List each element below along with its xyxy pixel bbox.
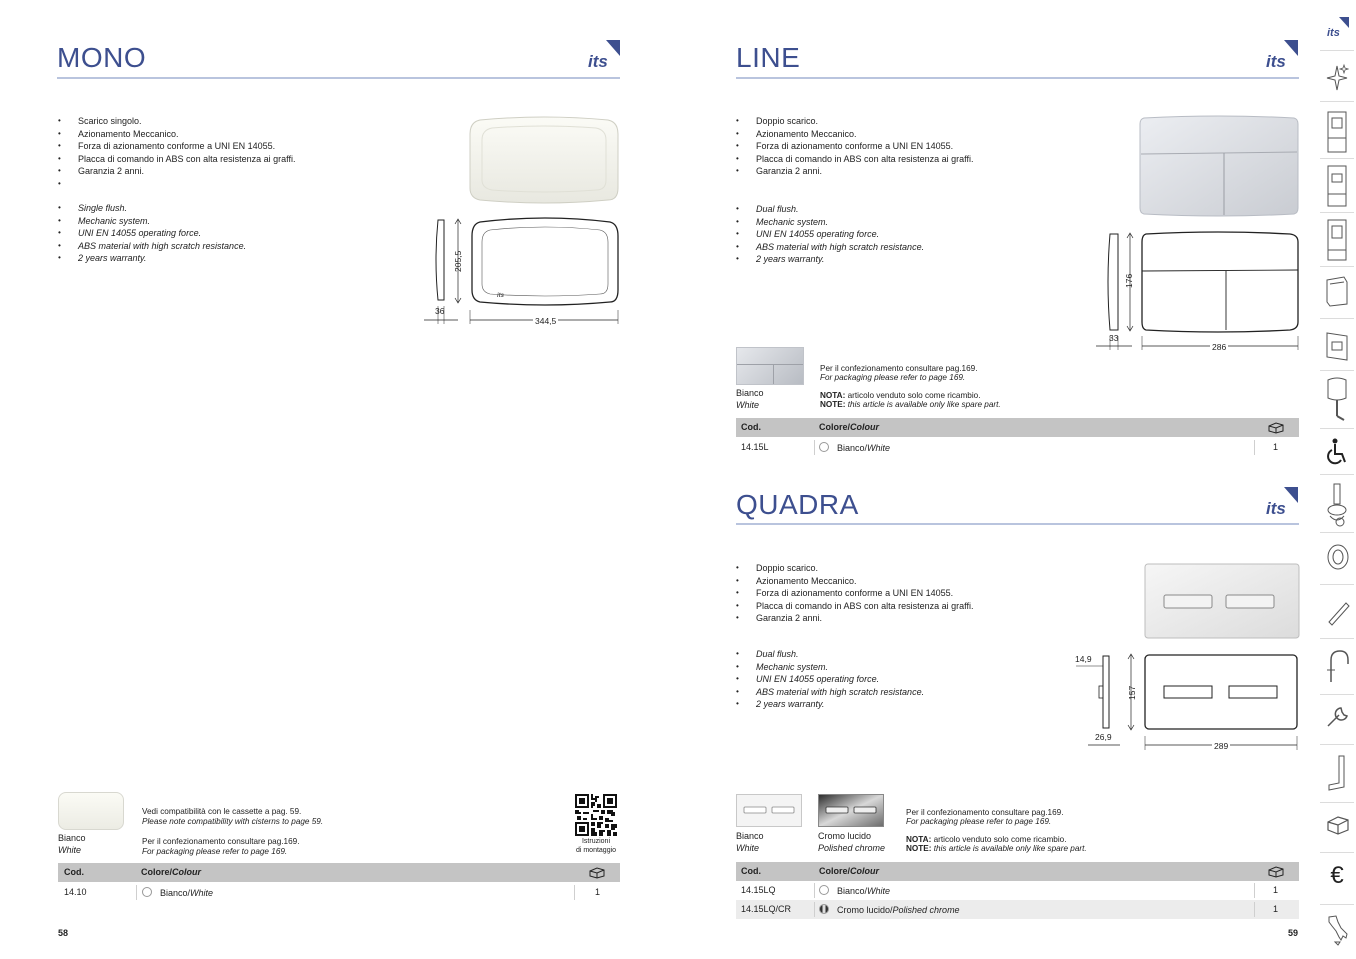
quadra-chrome-swatch <box>818 794 884 827</box>
feature-item: • Placca di comando in ABS con alta resistenza ai graffi. <box>58 153 295 166</box>
feature-item: • ABS material with high scratch resistance. <box>736 241 924 254</box>
quadra-dim-top-depth: 14,9 <box>1075 654 1092 664</box>
feature-item <box>58 178 295 191</box>
packaging-note-it: Per il confezionamento consultare pag.169. <box>142 837 300 846</box>
mono-title-rule <box>57 77 620 79</box>
feature-item: • Dual flush. <box>736 648 924 661</box>
frame-icon[interactable] <box>1326 164 1348 208</box>
swatch-label-it: Cromo lucido <box>818 831 872 841</box>
line-title-rule <box>736 77 1299 79</box>
ceramic-cistern-icon[interactable] <box>1326 376 1348 422</box>
mono-technical-drawing <box>420 212 625 332</box>
feature-item: • Doppio scarico. <box>736 562 973 575</box>
quadra-white-swatch <box>736 794 802 827</box>
mono-dim-width: 344,5 <box>535 316 557 326</box>
page-number-left: 58 <box>58 928 69 938</box>
feature-item: • Mechanic system. <box>736 216 924 229</box>
plate-icon[interactable] <box>1326 16 1350 38</box>
swatch-label-it: Bianco <box>736 388 764 398</box>
quadra-dim-width: 289 <box>1214 741 1229 751</box>
compat-note-en: Please note compatibility with cisterns to page 59. <box>142 817 324 826</box>
sparkle-icon[interactable] <box>1325 62 1349 94</box>
category-sidebar <box>1318 0 1356 959</box>
feature-item: • Garanzia 2 anni. <box>58 165 295 178</box>
feature-item: • ABS material with high scratch resistance. <box>58 240 246 253</box>
swatch-label-en: White <box>736 843 760 853</box>
feature-item: • Mechanic system. <box>58 215 246 228</box>
packaging-note-it: Per il confezionamento consultare pag.169. <box>820 364 978 373</box>
feature-item: • 2 years warranty. <box>736 253 924 266</box>
feature-item: • Single flush. <box>58 202 246 215</box>
feature-item: • Forza di azionamento conforme a UNI EN 14055. <box>736 587 973 600</box>
feature-item: • 2 years warranty. <box>736 698 924 711</box>
package-icon <box>1267 865 1285 878</box>
quadra-features-en <box>736 648 924 711</box>
spare-note-it: NOTA: articolo venduto solo come ricambio. <box>906 835 1067 844</box>
table-row: 14.10 Bianco/White 1 <box>64 887 601 898</box>
quadra-features-it <box>736 562 973 625</box>
mono-table-header: Cod. Colore/Colour <box>58 863 620 882</box>
feature-item: • Garanzia 2 anni. <box>736 612 973 625</box>
feature-item: • 2 years warranty. <box>58 252 246 265</box>
quadra-dim-height: 157 <box>1127 685 1137 700</box>
line-dim-depth: 33 <box>1109 333 1119 343</box>
quadra-table-header: Cod. Colore/Colour <box>736 862 1299 881</box>
line-features-en <box>736 203 924 266</box>
swatch-label-en: White <box>58 845 82 855</box>
swatch-label-en: White <box>736 400 760 410</box>
packaging-note-en: For packaging please refer to page 169. <box>142 847 288 856</box>
svg-text:its: its <box>588 52 608 70</box>
feature-item: • Forza di azionamento conforme a UNI EN 14055. <box>58 140 295 153</box>
line-product-photo <box>1138 114 1300 218</box>
svg-text:its: its <box>497 293 505 299</box>
feature-item: • Doppio scarico. <box>736 115 973 128</box>
svg-text:its: its <box>1266 499 1286 517</box>
spare-note-en: NOTE: this article is available only like spare part. <box>820 400 1001 409</box>
feature-item: • Azionamento Meccanico. <box>58 128 295 141</box>
feature-item: • Garanzia 2 anni. <box>736 165 973 178</box>
its-logo <box>1264 38 1300 70</box>
page-number-right: 59 <box>1288 928 1299 938</box>
feature-item: • Placca di comando in ABS con alta resistenza ai graffi. <box>736 153 973 166</box>
svg-text:its: its <box>1327 27 1340 38</box>
line-dim-height: 176 <box>1124 273 1134 288</box>
swatch-label-en: Polished chrome <box>818 843 886 853</box>
valve-icon[interactable] <box>1326 482 1350 528</box>
spare-note-en: NOTE: this article is available only like spare part. <box>906 844 1087 853</box>
quadra-dim-bottom-depth: 26,9 <box>1095 732 1112 742</box>
italy-icon[interactable] <box>1326 914 1350 946</box>
feature-item: • Scarico singolo. <box>58 115 295 128</box>
wheelchair-icon[interactable] <box>1326 438 1348 466</box>
feature-item: • Mechanic system. <box>736 661 924 674</box>
line-table-header: Cod. Colore/Colour <box>736 418 1299 437</box>
mono-features-en <box>58 202 246 265</box>
line-title: LINE <box>736 42 801 73</box>
package-icon <box>588 866 606 879</box>
feature-item: • Azionamento Meccanico. <box>736 128 973 141</box>
line-technical-drawing <box>1096 228 1302 354</box>
box-icon[interactable] <box>1325 814 1351 836</box>
frame-icon[interactable] <box>1326 218 1348 262</box>
feature-item: • UNI EN 14055 operating force. <box>736 228 924 241</box>
feature-item: • UNI EN 14055 operating force. <box>736 673 924 686</box>
line-dim-width: 286 <box>1212 342 1227 352</box>
feature-item: • UNI EN 14055 operating force. <box>58 227 246 240</box>
line-features-it <box>736 115 973 178</box>
bend-pipe-icon[interactable] <box>1327 754 1347 792</box>
euro-icon[interactable]: € <box>1330 862 1344 889</box>
mono-white-swatch <box>58 792 124 830</box>
mono-dim-height: 205,5 <box>453 250 463 272</box>
gasket-icon[interactable] <box>1326 542 1350 572</box>
wrench-icon[interactable] <box>1325 704 1351 732</box>
packaging-note-en: For packaging please refer to page 169. <box>820 373 966 382</box>
its-logo <box>586 38 622 70</box>
table-row: 14.15LQ Bianco/White 1 <box>741 885 1279 896</box>
packaging-note-en: For packaging please refer to page 169. <box>906 817 1052 826</box>
quadra-title-rule <box>736 523 1299 525</box>
svg-text:its: its <box>1266 52 1286 70</box>
feature-item: • ABS material with high scratch resistance. <box>736 686 924 699</box>
feature-item: • Forza di azionamento conforme a UNI EN 14055. <box>736 140 973 153</box>
compat-note-it: Vedi compatibilità con le cassette a pag. 59. <box>142 807 302 816</box>
flush-plate-icon[interactable] <box>1324 330 1350 362</box>
package-icon <box>1267 421 1285 434</box>
packaging-note-it: Per il confezionamento consultare pag.169. <box>906 808 1064 817</box>
swatch-label-it: Bianco <box>736 831 764 841</box>
mono-dim-depth: 36 <box>435 306 445 316</box>
its-logo <box>1264 485 1300 517</box>
quadra-title: QUADRA <box>736 489 859 520</box>
mono-product-photo <box>466 114 622 206</box>
spare-note-it: NOTA: articolo venduto solo come ricambio. <box>820 391 981 400</box>
cistern-icon[interactable] <box>1324 274 1350 308</box>
line-white-swatch <box>736 347 804 385</box>
tap-icon[interactable] <box>1325 648 1351 684</box>
frame-icon[interactable] <box>1326 110 1348 154</box>
pipe-icon[interactable] <box>1326 598 1350 626</box>
qr-code[interactable] <box>575 794 617 836</box>
table-row: 14.15L Bianco/White 1 <box>741 442 1279 453</box>
mono-title: MONO <box>57 42 147 73</box>
feature-item: • Placca di comando in ABS con alta resistenza ai graffi. <box>736 600 973 613</box>
table-row: 14.15LQ/CR Cromo lucido/Polished chrome 1 <box>736 900 1299 919</box>
qr-caption: Istruzioni di montaggio <box>575 838 617 854</box>
swatch-label-it: Bianco <box>58 833 86 843</box>
mono-features-it <box>58 115 295 191</box>
quadra-product-photo <box>1144 563 1300 639</box>
feature-item: • Azionamento Meccanico. <box>736 575 973 588</box>
feature-item: • Dual flush. <box>736 203 924 216</box>
